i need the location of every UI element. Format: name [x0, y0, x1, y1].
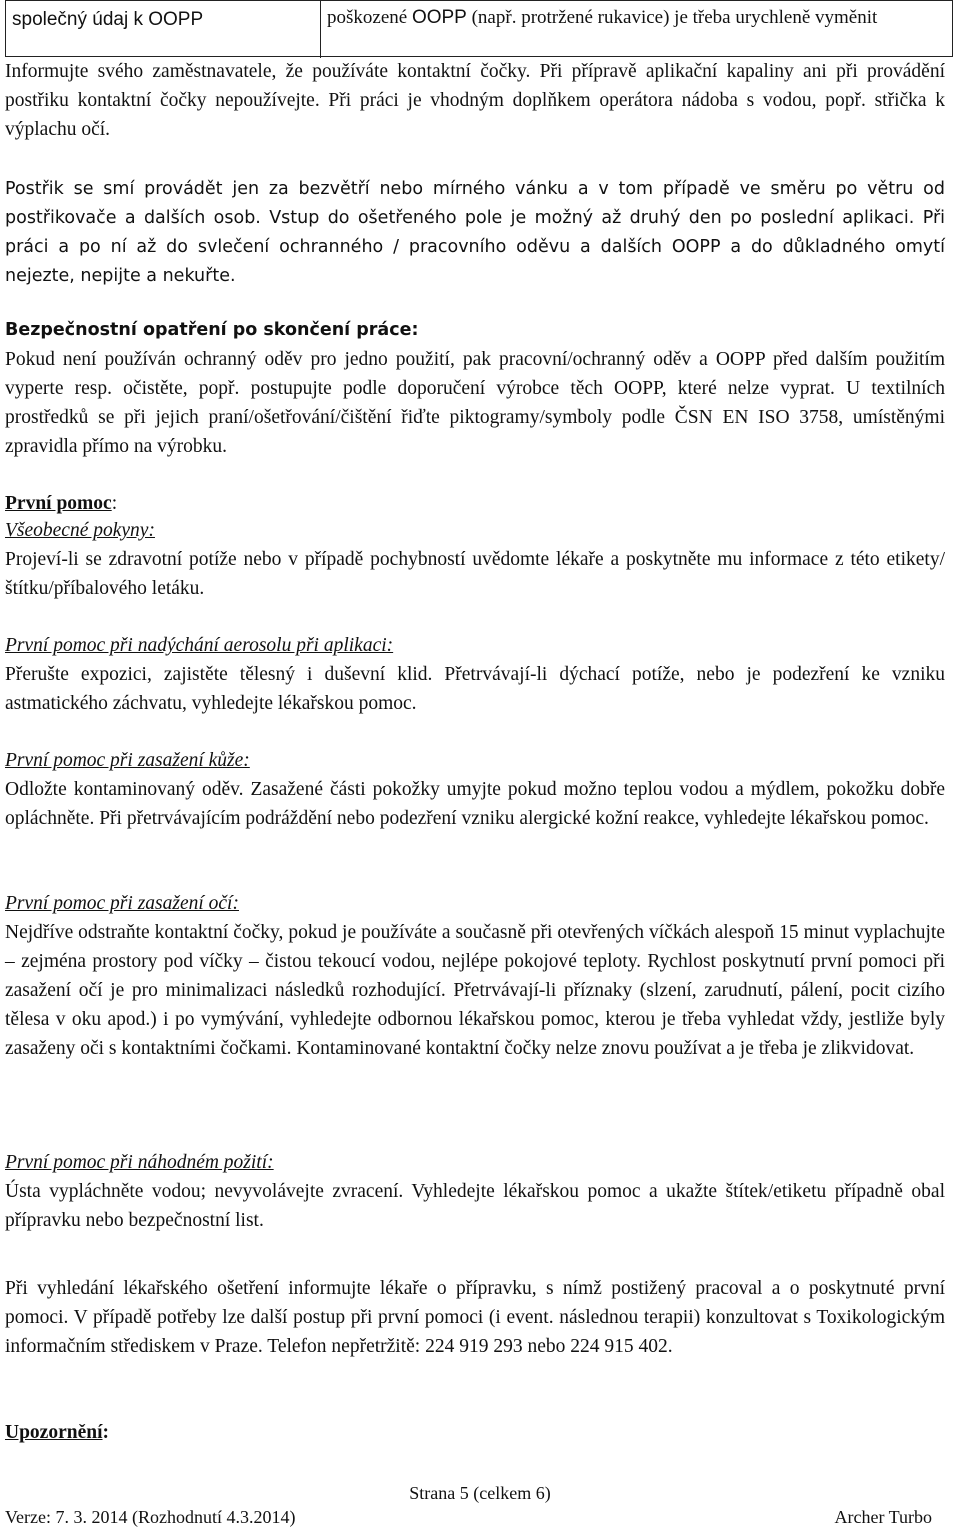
- safety-after-text: Pokud není používán ochranný oděv pro jedno použití, pak pracovní/ochranný oděv a OOPP před dalším použitím vyperte resp. očistěte, popř. postupujte podle doporučení výrobce těch OOPP, které nelze vyprat. U textilních prostředků se při jejich praní/ošetřování/čištění řiďte piktogramy/symboly podle ČSN EN ISO 3758, umístěnými zpravidla přímo na výrobku.: [5, 349, 945, 457]
- ingestion-heading-text: První pomoc při náhodném požití:: [5, 1152, 274, 1173]
- paragraph-contact-lenses: Informujte svého zaměstnavatele, že používáte kontaktní čočky. Při přípravě aplikační kapaliny ani při provádění postřiku kontaktní čočky nepoužívejte. Při práci je vhodným doplňkem operátora nádoba s vodou, popř. střička k výplachu očí.: [5, 61, 945, 140]
- general-heading: [5, 516, 945, 545]
- eyes-heading: [5, 889, 945, 918]
- first-aid-heading-line: [5, 489, 945, 518]
- ingestion-heading: [5, 1148, 945, 1177]
- warning-colon: :: [102, 1422, 109, 1443]
- safety-after-heading: Bezpečnostní opatření po skončení práce:: [5, 320, 419, 340]
- first-aid-heading: První pomoc: [5, 493, 112, 514]
- ingestion-text: Ústa vypláchněte vodou; nevyvolávejte zvracení. Vyhledejte lékařskou pomoc a ukažte štítek/etiketu případně obal přípravku nebo bezpečnostní list.: [5, 1181, 945, 1231]
- version-info: Verze: 7. 3. 2014 (Rozhodnutí 4.3.2014): [5, 1507, 296, 1527]
- eyes-text: Nejdříve odstraňte kontaktní čočky, pokud je používáte a současně při otevřených víčkách alespoň 15 minut vyplachujte – zejména prostory pod víčky – čistou tekoucí vodou, nejlépe pokojové teploty. Rychlost poskytnutí první pomoci při zasažení očí je pro minimalizaci následků rozhodující. Přetrvávají-li příznaky (slzení, zarudnutí, pálení, pocit cizího tělesa v oku apod.) i po vymývání, vyhledejte odbornou lékařskou pomoc, kterou je třeba vyhledat vždy, jestliže byly zasaženy oči s kontaktními čočkami. Kontaminované kontaktní čočky nelze znovu používat a je třeba je zlikvidovat.: [5, 922, 945, 1059]
- warning-heading: Upozornění: [5, 1422, 103, 1443]
- table-cell-value: [321, 1, 952, 58]
- eyes-heading-text: První pomoc při zasažení očí:: [5, 893, 239, 914]
- skin-heading-text: První pomoc při zasažení kůže:: [5, 750, 250, 771]
- general-heading-text: Všeobecné pokyny:: [5, 520, 155, 541]
- inhalation-heading-text: První pomoc při nadýchání aerosolu při aplikaci:: [5, 635, 394, 656]
- product-name: Archer Turbo: [834, 1507, 932, 1527]
- medical-text: Při vyhledání lékařského ošetření informujte lékaře o přípravku, s nímž postižený pracoval a o poskytnuté první pomoci. V případě potřeby lze další postup při první pomoci (i event. následnou terapii) konzultovat s Toxikologickým informačním střediskem v Praze. Telefon nepřetržitě: 224 919 293 nebo 224 915 402.: [5, 1278, 945, 1357]
- skin-heading: [5, 746, 945, 775]
- inhalation-text: Přerušte expozici, zajistěte tělesný i duševní klid. Přetrvávají-li dýchací potíže, nebo je podezření ke vzniku astmatického záchvatu, vyhledejte lékařskou pomoc.: [5, 664, 945, 714]
- info-table: [5, 0, 953, 57]
- inhalation-heading: [5, 631, 945, 660]
- general-text: Projeví-li se zdravotní potíže nebo v případě pochybností uvědomte lékaře a poskytněte mu informace z této etikety/štítku/příbalového letáku.: [5, 549, 945, 599]
- page-number: Strana 5 (celkem 6): [409, 1483, 551, 1503]
- table-value-part3: (např. protržené rukavice) je třeba urychleně vyměnit: [471, 7, 878, 28]
- table-cell-label: společný údaj k OOPP: [6, 1, 321, 58]
- paragraph-spraying: Postřik se smí provádět jen za bezvětří nebo mírného vánku a v tom případě ve směru po větru od postřikovače a dalších osob. Vstup do ošetřeného pole je možný až druhý den po poslední aplikaci. Při práci a po ní až do svlečení ochranného / pracovního oděvu a dalších OOPP a do důkladného omytí nejezte, nepijte a nekuřte.: [5, 179, 945, 286]
- first-aid-colon: :: [111, 493, 118, 514]
- warning-heading-line: [5, 1418, 945, 1447]
- skin-text: Odložte kontaminovaný oděv. Zasažené části pokožky umyjte pokud možno teplou vodou a mýdlem, pokožku dobře opláchněte. Při přetrvávajícím podráždění nebo podezření vzniku alergické kožní reakce, vyhledejte lékařskou pomoc.: [5, 779, 945, 829]
- table-value-part1: poškozené: [327, 7, 408, 28]
- table-value-part2: OOPP: [411, 7, 467, 28]
